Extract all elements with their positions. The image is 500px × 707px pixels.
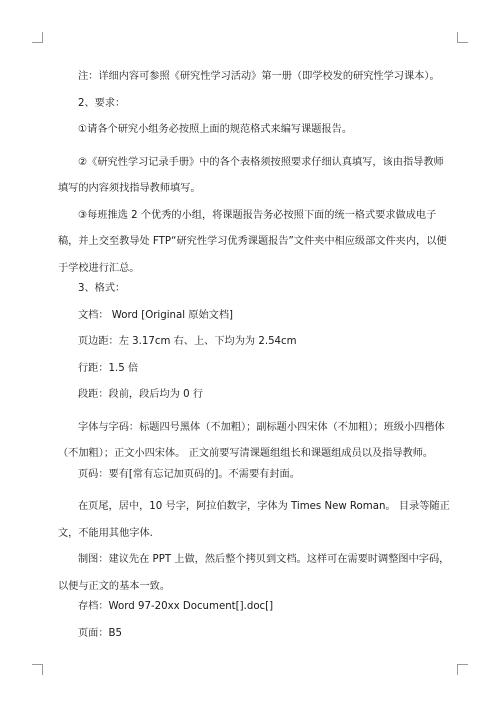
- paragraph-spacing-line: 段距：段前，段后均为 0 行: [78, 389, 204, 400]
- section-2-heading: 2、要求：: [78, 97, 126, 109]
- requirement-2: ②《研究性学习记录手册》中的各个表格须按照要求仔细认真填写，该由指导教师填写的内容须找指导教师填写。: [58, 156, 444, 194]
- requirement-1: ①请各个研究小组务必按照上面的规范格式来编写课题报告。: [78, 124, 353, 135]
- crop-mark-top-left: [32, 32, 43, 43]
- crop-mark-top-right: [457, 32, 468, 43]
- document-body: [58, 70, 450, 653]
- drawing-paragraph: 制图：建议先在 PPT 上做，然后整个拷贝到文档。这样可在需要时调整图中字码，以便与正文的基本一致。: [58, 554, 450, 592]
- section-3-heading: 3、格式：: [78, 283, 126, 294]
- save-format-line: 存档：Word 97-20xx Document[].doc[]: [78, 601, 274, 612]
- doc-type-line: 文档： Word [Original 原始文档]: [78, 309, 234, 321]
- note-paragraph: 注：详细内容可参照《研究性学习活动》第一册（即学校发的研究性学习课本）。: [78, 71, 440, 82]
- requirement-3: ③每班推选 2 个优秀的小组，将课题报告务必按照下面的统一格式要求做成电子稿，并上交至教导处 FTP“研究性学习优秀课题报告”文件夹中相应级部文件夹内，以便于学校进行汇总。: [58, 209, 447, 274]
- crop-mark-bottom-right: [457, 664, 468, 675]
- line-spacing-line: 行距：1.5 倍: [78, 362, 139, 374]
- footer-paragraph: 在页尾，居中，10 号字，阿拉伯数字，字体为 Times New Roman。 目录等随正文，不能用其他字体.: [58, 501, 450, 539]
- crop-mark-bottom-left: [32, 664, 43, 675]
- margins-line: 页边距：左 3.17cm 右、上、下均为为 2.54cm: [78, 336, 297, 347]
- page-number-line: 页码：要有[常有忘记加页码的]。不需要有封面。: [78, 468, 300, 480]
- fonts-paragraph: 字体与字码：标题四号黑体（不加粗）；副标题小四宋体（不加粗）；班级小四楷体（不加粗）；正文小四宋体。 正文前要写清课题组组长和课题组成员以及指导教师。: [58, 421, 445, 459]
- page-size-line: 页面：B5: [78, 627, 123, 639]
